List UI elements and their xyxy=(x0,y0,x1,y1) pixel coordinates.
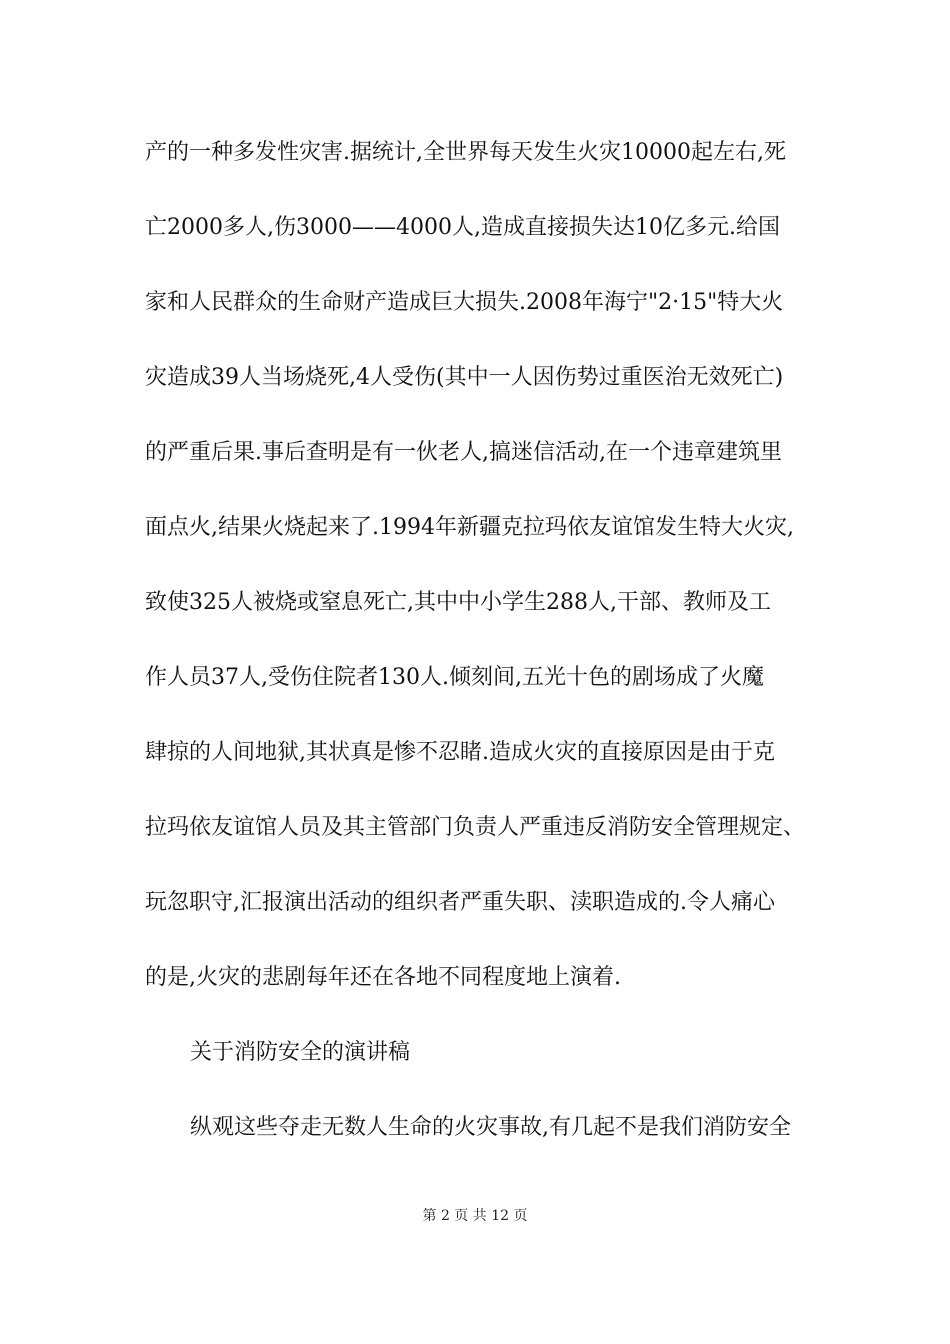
page-number-footer: 第 2 页 共 12 页 xyxy=(422,1208,528,1224)
body-text-line: 亡2000多人,伤3000——4000人,造成直接损失达10亿多元.给国 xyxy=(145,215,780,240)
body-text-line: 产的一种多发性灾害.据统计,全世界每天发生火灾10000起左右,死 xyxy=(145,140,786,165)
body-text-line: 肆掠的人间地狱,其状真是惨不忍睹.造成火灾的直接原因是由于克 xyxy=(145,740,775,765)
body-text-line: 家和人民群众的生命财产造成巨大损失.2008年海宁"2·15"特大火 xyxy=(145,290,784,315)
body-text-line: 面点火,结果火烧起来了.1994年新疆克拉玛依友谊馆发生特大火灾, xyxy=(145,515,794,540)
body-text-line: 的是,火灾的悲剧每年还在各地不同程度地上演着. xyxy=(145,965,621,990)
body-text-line: 作人员37人,受伤住院者130人.倾刻间,五光十色的剧场成了火魔 xyxy=(145,665,764,690)
body-text-line: 致使325人被烧或窒息死亡,其中中小学生288人,干部、教师及工 xyxy=(145,590,771,615)
body-text-line: 灾造成39人当场烧死,4人受伤(其中一人因伤势过重医治无效死亡) xyxy=(145,365,784,390)
body-text-line: 的严重后果.事后查明是有一伙老人,搞迷信活动,在一个违章建筑里 xyxy=(145,440,782,465)
section-heading: 关于消防安全的演讲稿 xyxy=(190,1040,411,1065)
body-text-line: 玩忽职守,汇报演出活动的组织者严重失职、渎职造成的.令人痛心 xyxy=(145,890,775,915)
body-text-line: 拉玛依友谊馆人员及其主管部门负责人严重违反消防安全管理规定、 xyxy=(145,815,806,840)
paragraph-start-line: 纵观这些夺走无数人生命的火灾事故,有几起不是我们消防安全 xyxy=(190,1115,791,1140)
